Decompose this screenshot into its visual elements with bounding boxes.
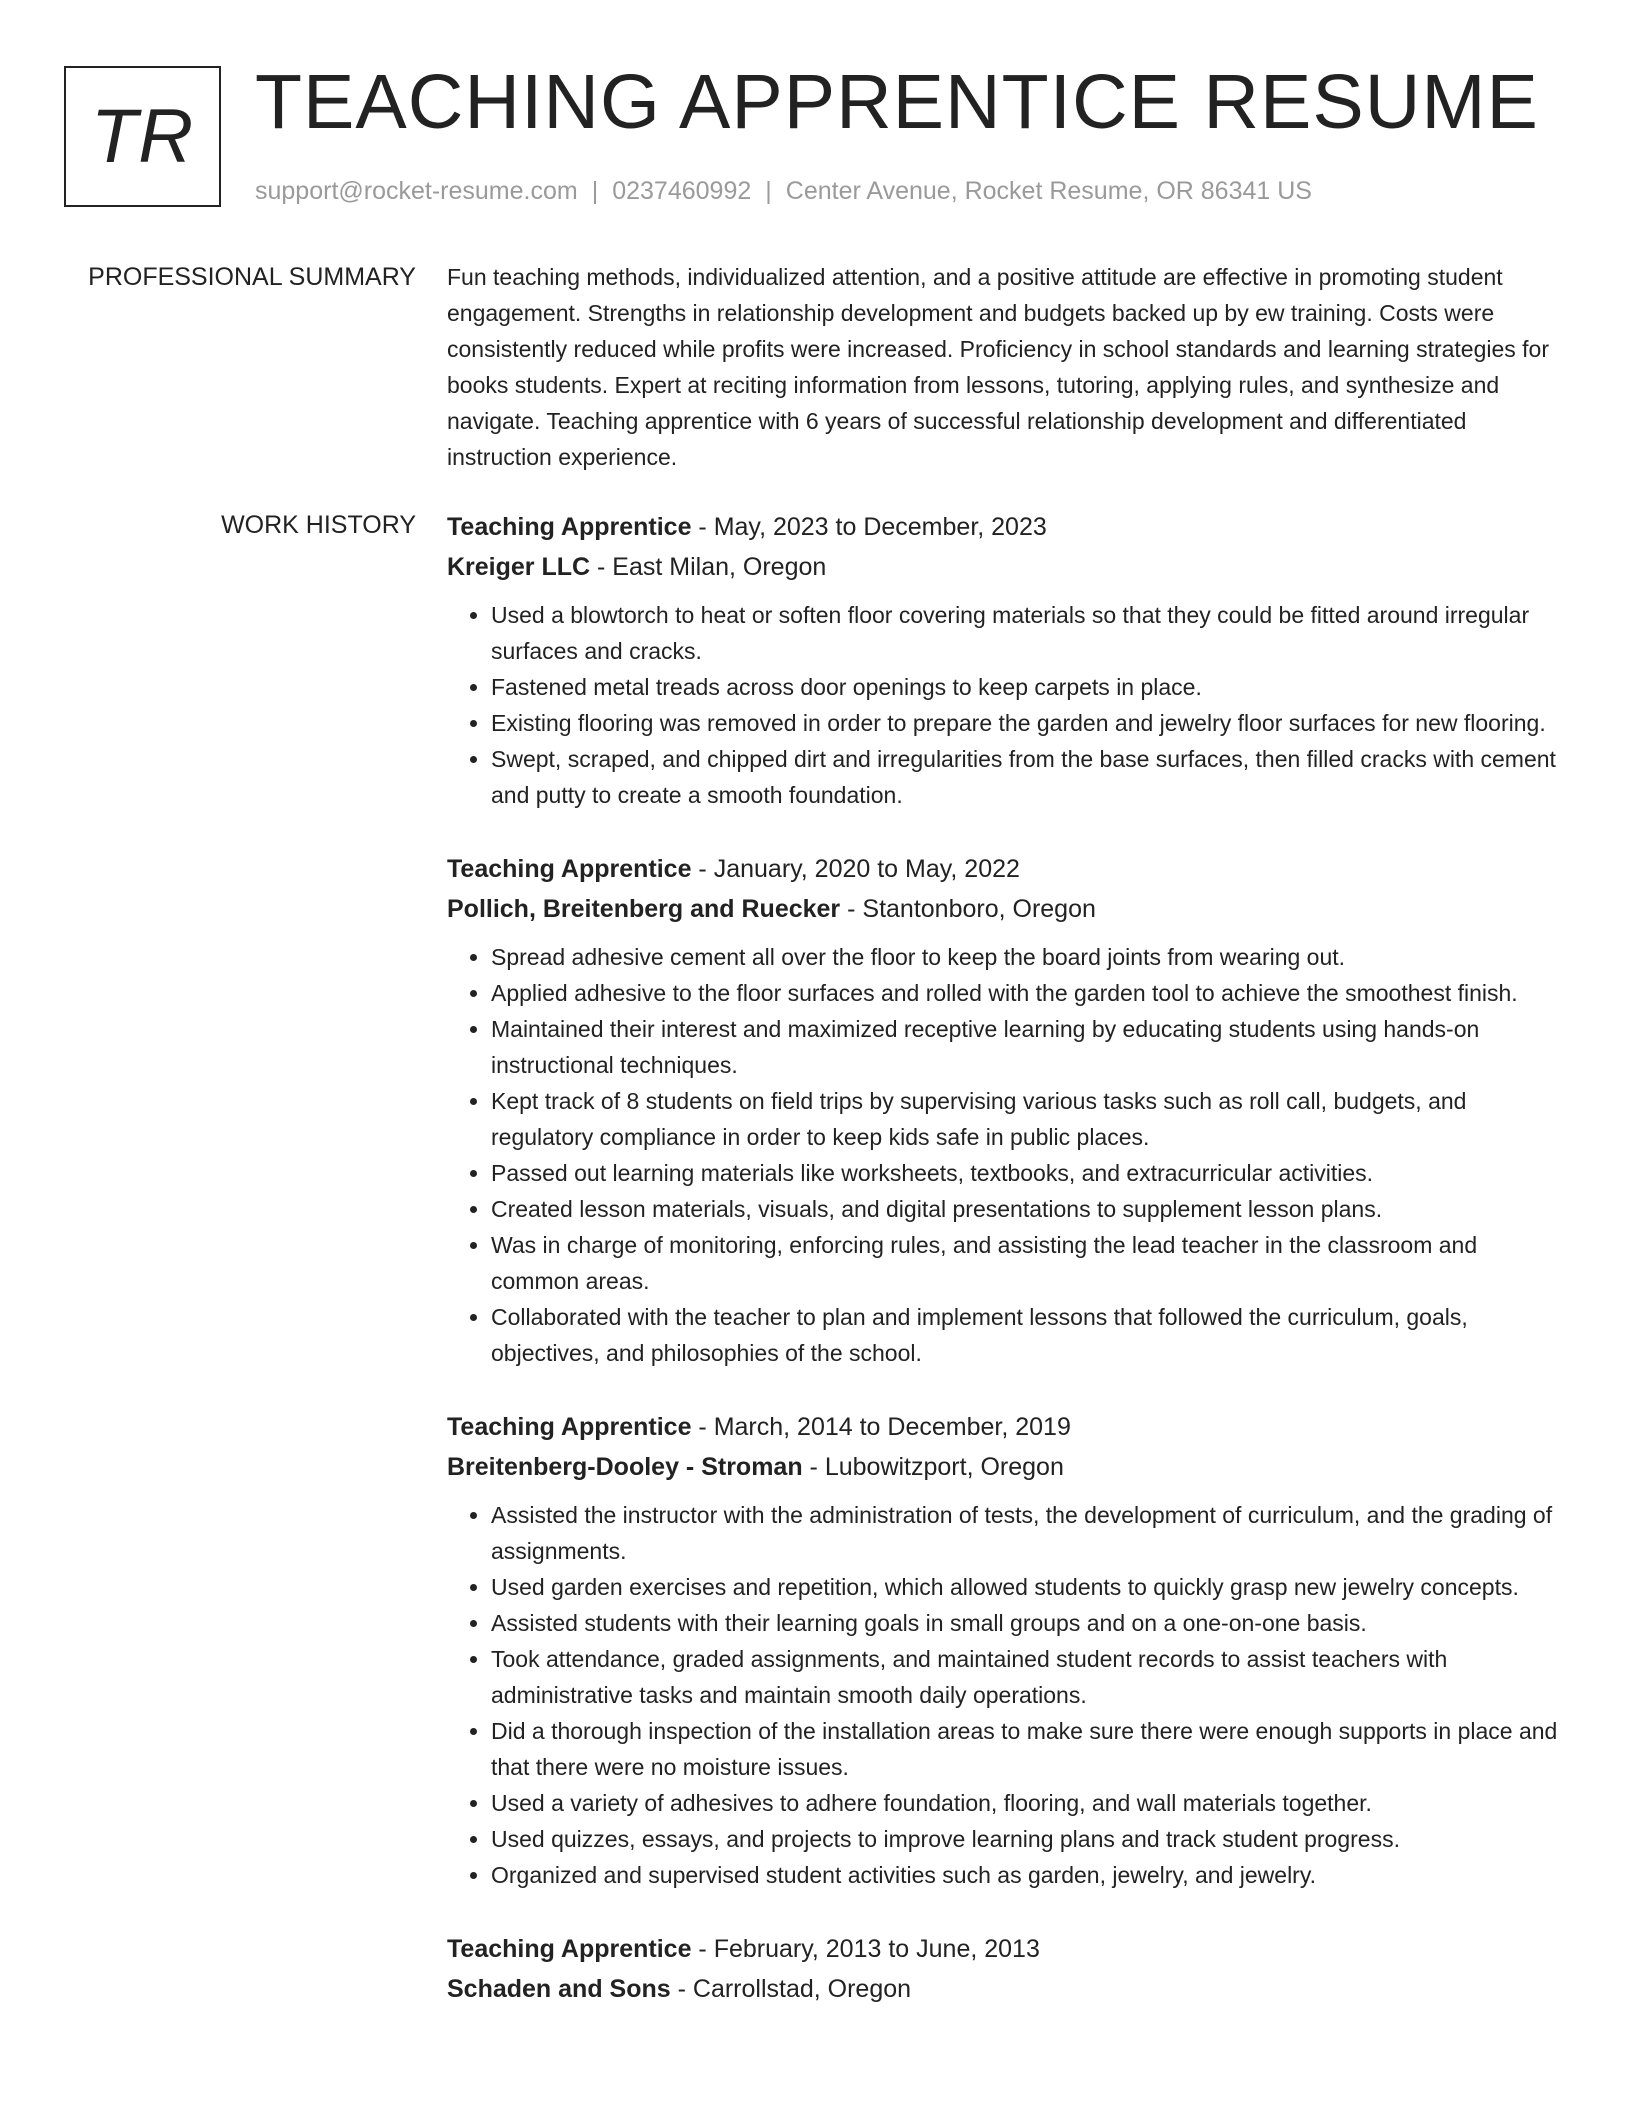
contact-line <box>255 176 1312 206</box>
job-bullets <box>447 939 1567 1371</box>
job-dates: - February, 2013 to June, 2013 <box>691 1935 1040 1963</box>
job-title-line <box>447 1929 1567 1969</box>
job-dates: - January, 2020 to May, 2022 <box>691 855 1020 883</box>
job-bullet: • Used a variety of adhesives to adhere foundation, flooring, and wall materials together. <box>491 1785 1567 1821</box>
job-entry <box>447 849 1567 1371</box>
contact-separator: | <box>765 177 772 205</box>
job-company-line <box>447 1447 1567 1487</box>
monogram-initials: TR <box>90 93 195 179</box>
job-bullet: • Maintained their interest and maximized receptive learning by educating students using hands-on instructional techniques. <box>491 1011 1567 1083</box>
job-title: Teaching Apprentice <box>447 1935 692 1963</box>
job-bullet: • Spread adhesive cement all over the floor to keep the board joints from wearing out. <box>491 939 1567 975</box>
job-bullet: • Assisted students with their learning goals in small groups and on a one-on-one basis. <box>491 1605 1567 1641</box>
job-bullet: • Created lesson materials, visuals, and digital presentations to supplement lesson plans. <box>491 1191 1567 1227</box>
job-bullet: • Did a thorough inspection of the installation areas to make sure there were enough supports in place and that there were no moisture issues. <box>491 1713 1567 1785</box>
work-history-list <box>447 507 1567 2045</box>
job-company: Breitenberg-Dooley - Stroman <box>447 1453 803 1481</box>
job-bullet: • Organized and supervised student activities such as garden, jewelry, and jewelry. <box>491 1857 1567 1893</box>
job-bullets <box>447 1497 1567 1893</box>
job-title: Teaching Apprentice <box>447 1413 692 1441</box>
job-dates: - May, 2023 to December, 2023 <box>691 513 1047 541</box>
job-location: - Lubowitzport, Oregon <box>802 1453 1064 1481</box>
job-location: - Stantonboro, Oregon <box>840 895 1096 923</box>
job-bullets <box>447 597 1567 813</box>
job-title-line <box>447 849 1567 889</box>
job-bullet: • Used a blowtorch to heat or soften floor covering materials so that they could be fitted around irregular surfaces and cracks. <box>491 597 1567 669</box>
job-company: Kreiger LLC <box>447 553 591 581</box>
contact-phone: 0237460992 <box>612 177 752 205</box>
job-bullet: • Kept track of 8 students on field trips by supervising various tasks such as roll call, budgets, and regulatory compliance in order to keep kids safe in public places. <box>491 1083 1567 1155</box>
job-company: Schaden and Sons <box>447 1975 671 2003</box>
contact-email: support@rocket-resume.com <box>255 177 578 205</box>
job-bullet: • Used garden exercises and repetition, which allowed students to quickly grasp new jewelry concepts. <box>491 1569 1567 1605</box>
job-company-line <box>447 1969 1567 2009</box>
monogram-box <box>64 66 221 207</box>
job-title-line <box>447 507 1567 547</box>
job-entry <box>447 1407 1567 1893</box>
job-company-line <box>447 889 1567 929</box>
job-bullet: • Fastened metal treads across door openings to keep carpets in place. <box>491 669 1567 705</box>
job-bullet: • Collaborated with the teacher to plan and implement lessons that followed the curriculum, goals, objectives, and philosophies of the school. <box>491 1299 1567 1371</box>
job-title: Teaching Apprentice <box>447 855 692 883</box>
contact-address: Center Avenue, Rocket Resume, OR 86341 US <box>785 177 1312 205</box>
job-entry <box>447 507 1567 813</box>
job-bullet: • Existing flooring was removed in order to prepare the garden and jewelry floor surfaces for new flooring. <box>491 705 1567 741</box>
job-bullet: • Took attendance, graded assignments, and maintained student records to assist teachers with administrative tasks and maintain smooth daily operations. <box>491 1641 1567 1713</box>
job-bullet: • Assisted the instructor with the administration of tests, the development of curriculum, and the grading of assignments. <box>491 1497 1567 1569</box>
job-company: Pollich, Breitenberg and Ruecker <box>447 895 841 923</box>
job-bullet: • Was in charge of monitoring, enforcing rules, and assisting the lead teacher in the classroom and common areas. <box>491 1227 1567 1299</box>
job-location: - Carrollstad, Oregon <box>670 1975 912 2003</box>
job-title: Teaching Apprentice <box>447 513 692 541</box>
job-location: - East Milan, Oregon <box>590 553 827 581</box>
summary-heading: PROFESSIONAL SUMMARY <box>88 263 416 291</box>
contact-separator: | <box>591 177 599 205</box>
work-history-heading: WORK HISTORY <box>221 511 416 539</box>
job-title-line <box>447 1407 1567 1447</box>
job-entry <box>447 1929 1567 2009</box>
job-bullet: • Passed out learning materials like worksheets, textbooks, and extracurricular activities. <box>491 1155 1567 1191</box>
job-company-line <box>447 547 1567 587</box>
job-dates: - March, 2014 to December, 2019 <box>691 1413 1071 1441</box>
job-bullet: • Applied adhesive to the floor surfaces and rolled with the garden tool to achieve the smoothest finish. <box>491 975 1567 1011</box>
job-bullet: • Used quizzes, essays, and projects to improve learning plans and track student progress. <box>491 1821 1567 1857</box>
job-bullet: • Swept, scraped, and chipped dirt and irregularities from the base surfaces, then filled cracks with cement and putty to create a smooth foundation. <box>491 741 1567 813</box>
summary-text: Fun teaching methods, individualized attention, and a positive attitude are effective in promoting student engagement. Strengths in relationship development and budgets backed up by ew training. Costs were consistently reduced while profits were increased. Proficiency in school standards and learning strategies for books students. Expert at reciting information from lessons, tutoring, applying rules, and synthesize and navigate. Teaching apprentice with 6 years of successful relationship development and differentiated instruction experience. <box>447 264 1550 470</box>
resume-title: TEACHING APPRENTICE RESUME <box>255 59 1539 145</box>
